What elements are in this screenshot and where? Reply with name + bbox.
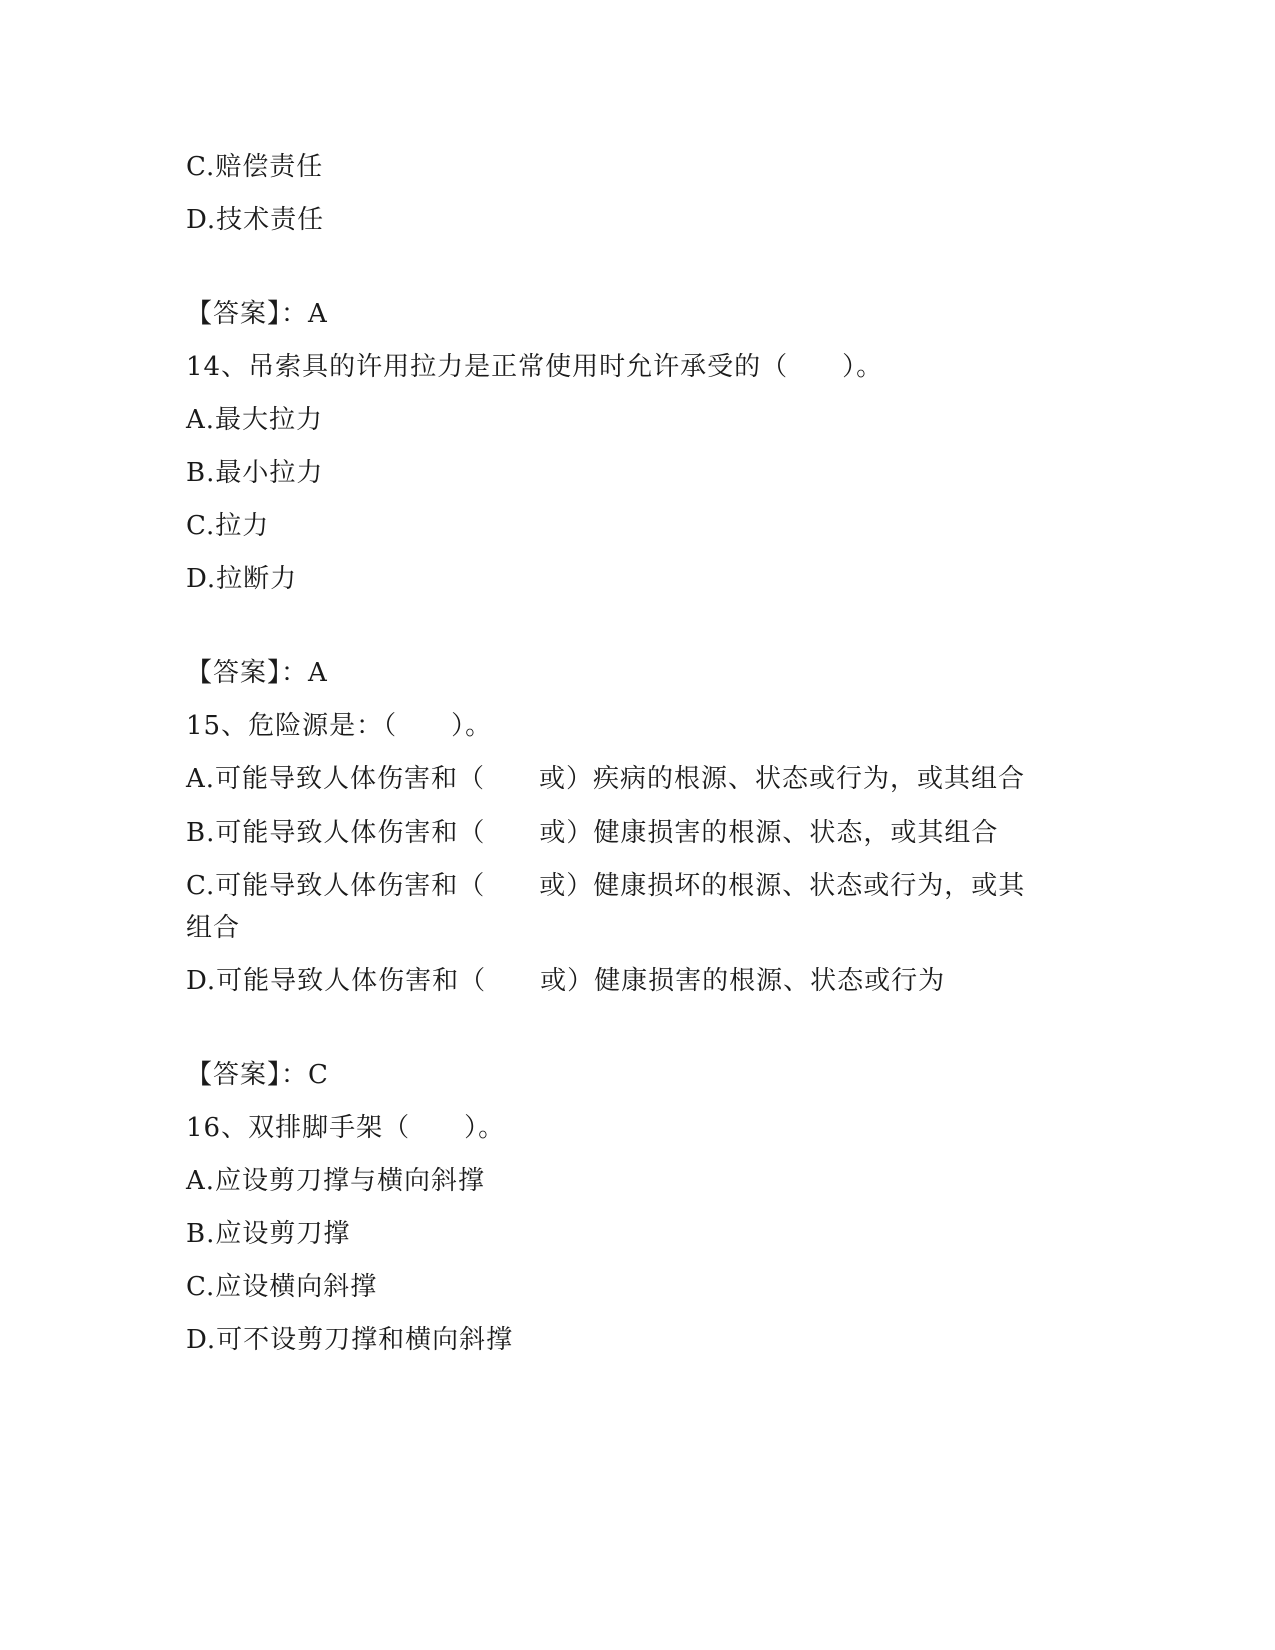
q14-answer: 【答案】：A — [186, 658, 328, 688]
q15-option-c-line1: C.可能导致人体伤害和（ 或）健康损坏的根源、状态或行为，或其 — [186, 871, 1026, 901]
q15-option-c-line2: 组合 — [186, 913, 241, 943]
q14-stem: 14、吊索具的许用拉力是正常使用时允许承受的（ ）。 — [186, 352, 884, 382]
q15-option-b: B.可能导致人体伤害和（ 或）健康损害的根源、状态，或其组合 — [186, 818, 999, 848]
q13-option-d: D.技术责任 — [186, 205, 325, 235]
q14-option-a: A.最大拉力 — [186, 405, 324, 435]
q16-option-a: A.应设剪刀撑与横向斜撑 — [186, 1166, 486, 1196]
q16-stem: 16、双排脚手架（ ）。 — [186, 1113, 506, 1143]
q16-option-d: D.可不设剪刀撑和横向斜撑 — [186, 1325, 514, 1355]
q16-option-b: B.应设剪刀撑 — [186, 1219, 351, 1249]
q14-option-b: B.最小拉力 — [186, 458, 324, 488]
q15-stem: 15、危险源是：（ ）。 — [186, 711, 493, 741]
q14-option-c: C.拉力 — [186, 511, 270, 541]
q16-option-c: C.应设横向斜撑 — [186, 1272, 378, 1302]
q15-option-d: D.可能导致人体伤害和（ 或）健康损害的根源、状态或行为 — [186, 966, 946, 996]
q14-option-d: D.拉断力 — [186, 564, 298, 594]
q13-option-c: C.赔偿责任 — [186, 152, 324, 182]
q15-answer: 【答案】：C — [186, 1060, 329, 1090]
q15-option-a: A.可能导致人体伤害和（ 或）疾病的根源、状态或行为，或其组合 — [186, 764, 1026, 794]
q13-answer: 【答案】：A — [186, 299, 328, 329]
